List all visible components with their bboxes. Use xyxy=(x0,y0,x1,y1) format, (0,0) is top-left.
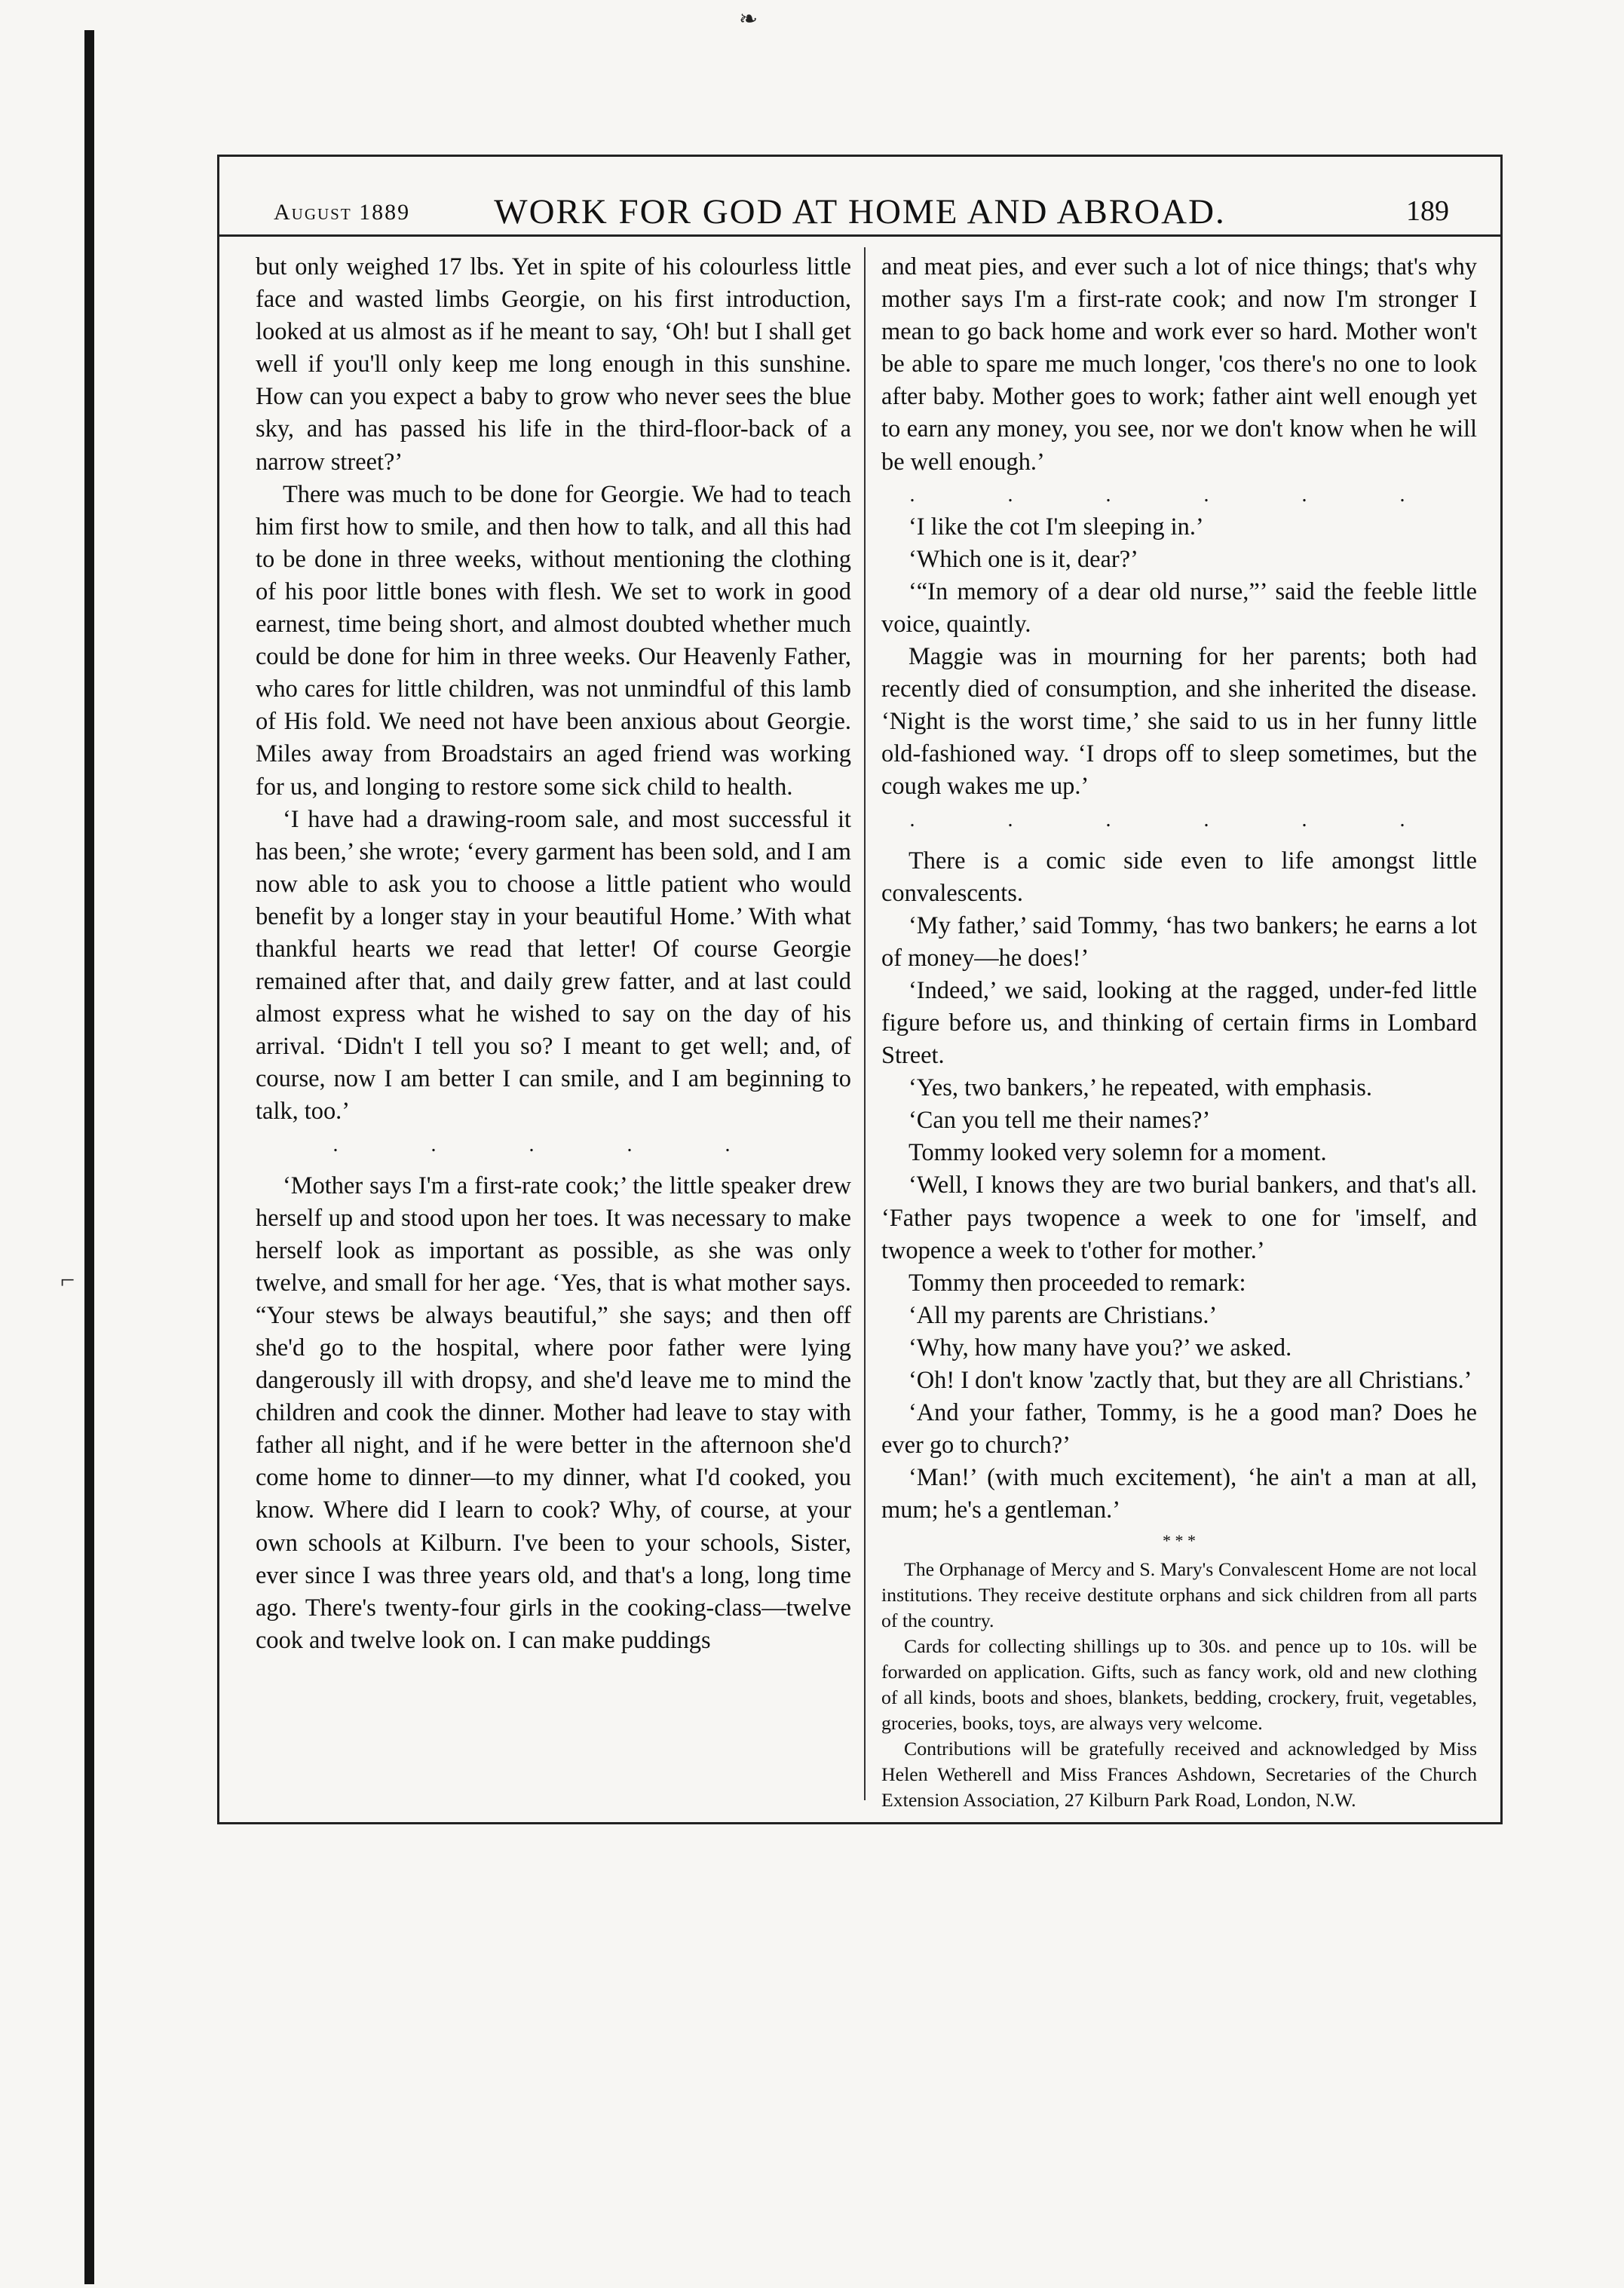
paragraph: ‘I have had a drawing-room sale, and most successful it has been,’ she wrote; ‘every garment has been sold, and I am now able to ask you to choose a little patient who would benefit by a longer stay in your beautiful Home.’ With what thankful hearts we read that letter! Of course Georgie remained after that, and daily grew fatter, and at last could almost express what he wished to say on the day of his arrival. ‘Didn't I tell you so? I meant to get well; and, of course, now I am better I can smile, and I am beginning to talk, too.’ xyxy=(256,805,851,1126)
paragraph: ‘I like the cot I'm sleeping in.’ xyxy=(909,513,1204,541)
paragraph: ‘Well, I knows they are two burial bankers, and that's all. ‘Father pays twopence a week to one for 'imself, and twopence a week to t'other for mother.’ xyxy=(881,1172,1477,1264)
paragraph: and meat pies, and ever such a lot of nice things; that's why mother says I'm a first-rate cook; and now I'm stronger I mean to go back home and work ever so hard. Mother won't be able to spare me much longer, 'cos there's no one to look after baby. Mother goes to work; father aint well enough yet to earn any money, you see, nor we don't know when he will be well enough.’ xyxy=(881,253,1477,476)
section-break-dots: . . . . . . xyxy=(909,482,1449,507)
paragraph: ‘Which one is it, dear?’ xyxy=(909,545,1138,573)
paragraph: ‘“In memory of a dear old nurse,”’ said the feeble little voice, quaintly. xyxy=(881,577,1477,638)
margin-tick-mark: ⌐ xyxy=(60,1267,75,1294)
paragraph: ‘Man!’ (with much excitement), ‘he ain't a man at all, mum; he's a gentleman.’ xyxy=(881,1464,1477,1524)
paragraph: ‘All my parents are Christians.’ xyxy=(909,1301,1218,1329)
left-column xyxy=(256,251,851,1657)
top-ink-mark: ❧ xyxy=(739,7,758,32)
notice-paragraph: Contributions will be gratefully received and acknowledged by Miss Helen Wetherell and Miss Frances Ashdown, Secretaries of the Church Extension Association, 27 Kilburn Park Road, London, N.W. xyxy=(881,1738,1477,1812)
paragraph: ‘Mother says I'm a first-rate cook;’ the little speaker drew herself up and stood upon her toes. It was necessary to make herself look as important as possible, as she was only twelve, and small for her age. ‘Yes, that is what mother says. “Your stews be always beautiful,” she says; and then off she'd go to the hospital, where poor father were lying dangerously ill with dropsy, and she'd leave me to mind the children and cook the dinner. Mother had leave to stay with father all night, and if he were better in the afternoon she'd come home to dinner—to my dinner, what I'd cooked, you know. Where did I learn to cook? Why, of course, at your own schools at Kilburn. I've been to your schools, Sister, ever since I was three years old, and that's a long, long time ago. There's twenty-four girls in the cooking-class—twelve cook and twelve look on. I can make puddings xyxy=(256,1172,851,1654)
paragraph: Tommy then proceeded to remark: xyxy=(909,1269,1246,1297)
running-head xyxy=(219,157,1500,237)
paragraph: ‘Why, how many have you?’ we asked. xyxy=(909,1334,1292,1361)
paragraph: ‘And your father, Tommy, is he a good man? Does he ever go to church?’ xyxy=(881,1399,1477,1459)
paragraph: There is a comic side even to life amongst little convalescents. xyxy=(881,847,1477,907)
issue-date: August 1889 xyxy=(274,200,411,225)
page-frame xyxy=(217,155,1503,1824)
section-break-dots: . . . . . . xyxy=(909,807,1449,832)
asterism: * * * xyxy=(1163,1531,1196,1551)
paragraph: ‘Indeed,’ we said, looking at the ragged, under-fed little figure before us, and thinking of certain firms in Lombard Street. xyxy=(881,976,1477,1070)
column-divider xyxy=(864,247,866,1800)
binding-edge xyxy=(84,30,94,2284)
paragraph: Maggie was in mourning for her parents; both had recently died of consumption, and she inherited the disease. ‘Night is the worst time,’ she said to us in her funny little old-fashioned way. ‘I drops off to sleep sometimes, but the cough wakes me up.’ xyxy=(881,643,1477,801)
paragraph: ‘Can you tell me their names?’ xyxy=(909,1107,1211,1135)
paragraph: ‘Yes, two bankers,’ he repeated, with emphasis. xyxy=(909,1074,1372,1102)
paragraph: ‘My father,’ said Tommy, ‘has two bankers; he earns a lot of money—he does!’ xyxy=(881,911,1477,972)
appeal-notice xyxy=(881,1557,1477,1813)
right-column xyxy=(881,251,1477,1813)
paragraph: but only weighed 17 lbs. Yet in spite of his colourless little face and wasted limbs Georgie, on his first introduction, looked at us almost as if he meant to say, ‘Oh! but I shall get well if you'll only keep me long enough in this sunshine. How can you expect a baby to grow who never sees the blue sky, and has passed his life in the third-floor-back of a narrow street?’ xyxy=(256,253,851,476)
notice-paragraph: Cards for collecting shillings up to 30s. and pence up to 10s. will be forwarded on application. Gifts, such as fancy work, old and new clothing of all kinds, boots and shoes, blankets, bedding, crockery, fruit, vegetables, groceries, books, toys, are always very welcome. xyxy=(881,1635,1477,1735)
paragraph: ‘Oh! I don't know 'zactly that, but they are all Christians.’ xyxy=(909,1367,1472,1394)
notice-paragraph: The Orphanage of Mercy and S. Mary's Convalescent Home are not local institutions. They receive destitute orphans and sick children from all parts of the country. xyxy=(881,1558,1477,1632)
periodical-title: WORK FOR GOD AT HOME AND ABROAD. xyxy=(494,192,1226,231)
section-break-dots: . . . . . xyxy=(332,1132,774,1156)
paragraph: Tommy looked very solemn for a moment. xyxy=(909,1139,1327,1167)
page-number: 189 xyxy=(1406,195,1449,227)
paragraph: There was much to be done for Georgie. We had to teach him first how to smile, and then how to talk, and all this had to be done in three weeks, without mentioning the clothing of his poor little bones with flesh. We set to work in good earnest, time being short, and almost doubted whether much could be done for him in three weeks. Our Heavenly Father, who cares for little children, was not unmindful of this lamb of His fold. We need not have been anxious about Georgie. Miles away from Broadstairs an aged friend was working for us, and longing to restore some sick child to health. xyxy=(256,480,851,801)
